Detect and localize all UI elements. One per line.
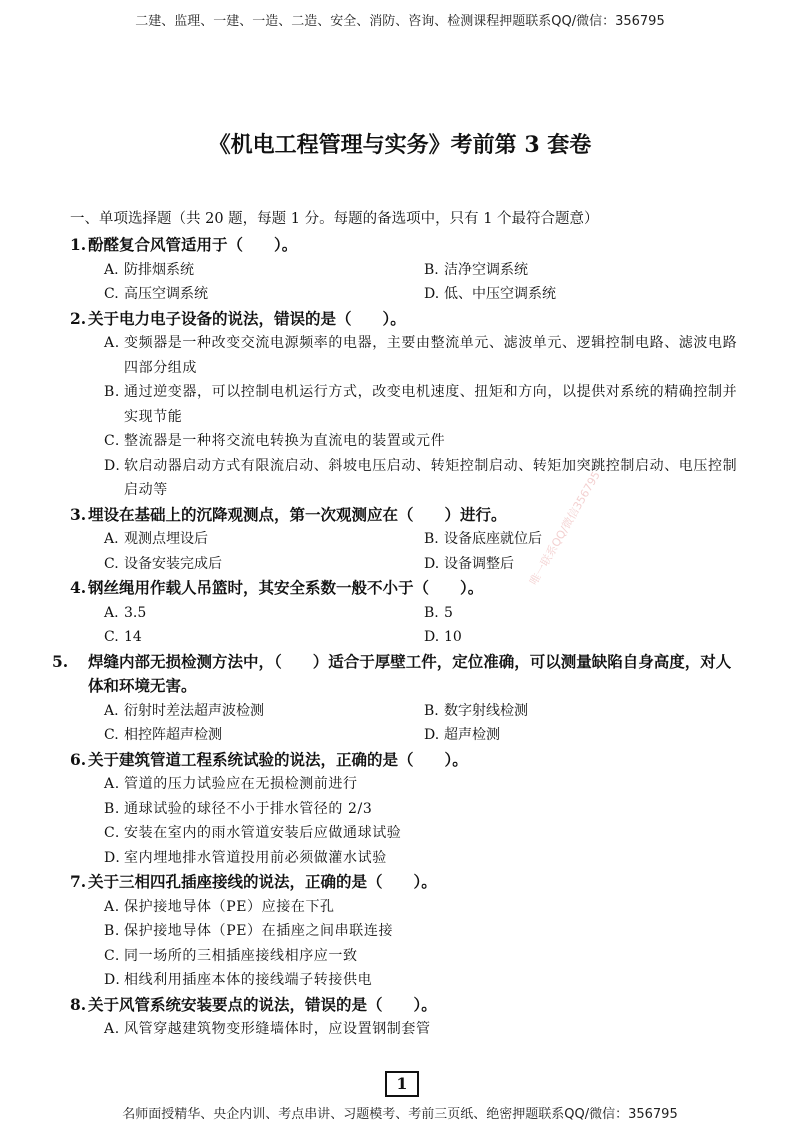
- option-d: D. 超声检测: [424, 727, 500, 743]
- option-a: A. 防排烟系统: [104, 261, 194, 278]
- option-c: C. 相控阵超声检测: [104, 727, 222, 743]
- option-a: A. 管道的压力试验应在无损检测前进行: [104, 776, 358, 792]
- watermark: 唯一联系QQ/微信356795: [527, 469, 603, 588]
- question-5: [52, 650, 740, 748]
- option-d: D. 软启动器启动方式有限流启动、斜坡电压启动、转矩控制启动、转矩加突跳控制启动、电压控制启动等: [104, 457, 738, 498]
- option-c: C. 14: [104, 629, 142, 645]
- question-text: 埋设在基础上的沉降观测点，第一次观测应在（ ）进行。: [88, 504, 507, 524]
- options: [70, 1017, 740, 1042]
- question-number: 4.: [70, 578, 87, 597]
- question-3: [70, 503, 740, 577]
- question-stem: [70, 870, 740, 895]
- options: [70, 527, 740, 576]
- question-text: 关于建筑管道工程系统试验的说法，正确的是（ ）。: [88, 749, 468, 769]
- page-number: 1: [385, 1071, 419, 1097]
- option-a: A. 变频器是一种改变交流电源频率的电器，主要由整流单元、滤波单元、逻辑控制电路、滤波电路四部分组成: [104, 335, 738, 376]
- options: [70, 331, 740, 503]
- question-4: [70, 576, 740, 650]
- option-c: C. 高压空调系统: [104, 286, 208, 302]
- question-text: 钢丝绳用作载人吊篮时，其安全系数一般不小于（ ）。: [88, 578, 484, 597]
- option-d: D. 10: [424, 629, 462, 645]
- question-number: 2.: [70, 308, 87, 328]
- options: [70, 258, 740, 307]
- option-b: B. 洁净空调系统: [424, 261, 528, 278]
- question-number: 6.: [70, 749, 87, 769]
- section-heading: 一、单项选择题（共 20 题，每题 1 分。每题的备选项中，只有 1 个最符合题意）: [70, 211, 599, 227]
- question-8: [70, 993, 740, 1042]
- question-6: [70, 748, 740, 871]
- question-text: 酚醛复合风管适用于（ ）。: [88, 235, 298, 254]
- option-b: B. 通过逆变器，可以控制电机运行方式，改变电机速度、扭矩和方向，以提供对系统的精确控制并实现节能: [104, 384, 738, 425]
- question-text: 关于电力电子设备的说法，错误的是（ ）。: [88, 308, 406, 328]
- question-stem: [52, 650, 740, 699]
- options: [70, 895, 740, 993]
- option-b: B. 保护接地导体（PE）在插座之间串联连接: [104, 923, 394, 939]
- question-number: 7.: [70, 872, 87, 891]
- options: [70, 601, 740, 650]
- option-a: A. 3.5: [104, 604, 147, 621]
- option-d: D. 低、中压空调系统: [424, 286, 556, 302]
- option-c: C. 设备安装完成后: [104, 555, 222, 572]
- footer-banner: 名师面授精华、央企内训、考点串讲、习题模考、考前三页纸、绝密押题联系QQ/微信：356795: [122, 1107, 678, 1122]
- options: [70, 772, 740, 870]
- option-a: A. 风管穿越建筑物变形缝墙体时，应设置钢制套管: [104, 1021, 431, 1037]
- question-text: 关于风管系统安装要点的说法，错误的是（ ）。: [88, 994, 437, 1014]
- question-7: [70, 870, 740, 993]
- option-c: C. 安装在室内的雨水管道安装后应做通球试验: [104, 825, 402, 841]
- question-number: 1.: [70, 235, 87, 254]
- option-b: B. 设备底座就位后: [424, 531, 542, 547]
- option-a: A. 衍射时差法超声波检测: [104, 702, 264, 719]
- question-stem: [70, 233, 740, 258]
- question-stem: [70, 993, 740, 1018]
- option-b: B. 5: [424, 604, 453, 621]
- option-b: B. 通球试验的球径不小于排水管径的 2/3: [104, 800, 373, 817]
- header-banner: 二建、监理、一建、一造、二造、安全、消防、咨询、检测课程押题联系QQ/微信：356795: [135, 14, 665, 29]
- question-2: [70, 307, 740, 503]
- exam-content: [52, 208, 740, 1042]
- question-stem: [70, 748, 740, 773]
- option-c: C. 整流器是一种将交流电转换为直流电的装置或元件: [104, 433, 446, 449]
- option-d: D. 相线利用插座本体的接线端子转接供电: [104, 972, 373, 988]
- option-a: A. 观测点埋设后: [104, 531, 208, 547]
- question-number: 3.: [70, 504, 87, 524]
- option-c: C. 同一场所的三相插座接线相序应一致: [104, 947, 358, 964]
- question-1: [70, 233, 740, 307]
- question-text: 关于三相四孔插座接线的说法，正确的是（ ）。: [88, 872, 437, 891]
- question-stem: [70, 307, 740, 332]
- page-title: 《机电工程管理与实务》考前第 3 套卷: [208, 132, 592, 158]
- option-d: D. 设备调整后: [424, 555, 514, 572]
- options: [70, 699, 740, 748]
- option-b: B. 数字射线检测: [424, 702, 528, 719]
- question-number: 8.: [70, 994, 87, 1014]
- question-stem: [70, 503, 740, 528]
- question-number: 5.: [52, 651, 69, 671]
- option-a: A. 保护接地导体（PE）应接在下孔: [104, 898, 335, 915]
- question-text: 焊缝内部无损检测方法中，（ ）适合于厚壁工件，定位准确，可以测量缺陷自身高度，对人体和环境无害。: [88, 651, 732, 695]
- option-d: D. 室内埋地排水管道投用前必须做灌水试验: [104, 849, 387, 866]
- question-stem: [70, 576, 740, 601]
